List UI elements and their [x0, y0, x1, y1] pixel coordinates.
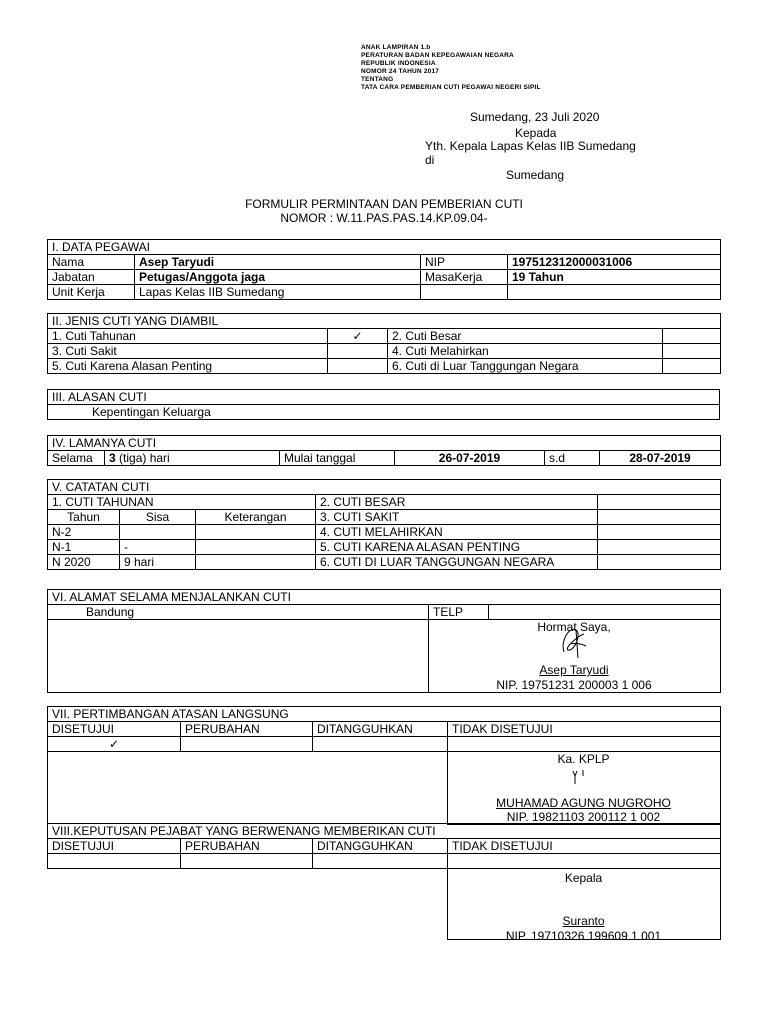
nip-label: NIP — [421, 255, 508, 270]
supervisor-paraph — [570, 768, 590, 786]
appendix-line: REPUBLIK INDONESIA — [361, 60, 436, 67]
cuti-tahunan-label: 1. CUTI TAHUNAN — [48, 495, 316, 510]
section-heading: I. DATA PEGAWAI — [48, 240, 721, 255]
mulai-label: Mulai tanggal — [280, 451, 395, 466]
col-ditangguhkan: DITANGGUHKAN — [313, 839, 448, 854]
note-right-4: 5. CUTI KARENA ALASAN PENTING — [316, 540, 598, 555]
note-right-5: 6. CUTI DI LUAR TANGGUNGAN NEGARA — [316, 555, 598, 570]
leave-type-6: 6. Cuti di Luar Tanggungan Negara — [388, 359, 663, 374]
appendix-line: NOMOR 24 TAHUN 2017 — [361, 68, 440, 75]
section-heading: V. CATATAN CUTI — [48, 480, 721, 495]
col-tidak-disetujui: TIDAK DISETUJUI — [448, 722, 721, 737]
section-heading: IV. LAMANYA CUTI — [48, 436, 721, 451]
masakerja-label: MasaKerja — [421, 270, 508, 285]
sisa-cell: - — [120, 540, 196, 555]
approved-check: ✓ — [48, 737, 181, 752]
appendix-line: TATA CARA PEMBERIAN CUTI PEGAWAI NEGERI SIPIL — [361, 84, 541, 91]
tahun-cell: N 2020 — [48, 555, 120, 570]
name-value: Asep Taryudi — [135, 255, 421, 270]
jabatan-label: Jabatan — [48, 270, 135, 285]
nip-value: 197512312000031006 — [508, 255, 721, 270]
col-sisa: Sisa — [120, 510, 196, 525]
leave-type-5-check — [328, 359, 388, 374]
head-name: Suranto — [562, 914, 605, 928]
leave-type-2-check — [663, 329, 721, 344]
section-alasan-cuti — [47, 389, 720, 420]
letter-to: Kepada — [515, 126, 557, 140]
leave-type-4: 4. Cuti Melahirkan — [388, 344, 663, 359]
supervisor-title: Ka. KPLP — [557, 752, 610, 766]
head-nip: NIP. 19710326 199609 1 001 — [505, 929, 662, 943]
sd-label: s.d — [545, 451, 600, 466]
note-right-2: 3. CUTI SAKIT — [316, 510, 598, 525]
leave-type-1-check: ✓ — [328, 329, 388, 344]
ket-cell — [196, 525, 316, 540]
col-keterangan: Keterangan — [196, 510, 316, 525]
leave-type-6-check — [663, 359, 721, 374]
ket-cell — [196, 540, 316, 555]
appendix-header — [361, 44, 541, 92]
col-tidak-disetujui: TIDAK DISETUJUI — [448, 839, 721, 854]
form-number: NOMOR : W.11.PAS.PAS.14.KP.09.04- — [280, 211, 488, 225]
applicant-name: Asep Taryudi — [539, 663, 609, 677]
leave-type-5: 5. Cuti Karena Alasan Penting — [48, 359, 328, 374]
leave-type-3: 3. Cuti Sakit — [48, 344, 328, 359]
section-heading: VII. PERTIMBANGAN ATASAN LANGSUNG — [48, 707, 721, 722]
leave-type-4-check — [663, 344, 721, 359]
address-value: Bandung — [48, 605, 429, 620]
applicant-nip: NIP. 19751231 200003 1 006 — [496, 678, 652, 692]
reason-value: Kepentingan Keluarga — [48, 405, 720, 420]
start-date: 26-07-2019 — [395, 451, 545, 466]
col-perubahan: PERUBAHAN — [181, 722, 313, 737]
section-heading: II. JENIS CUTI YANG DIAMBIL — [48, 314, 721, 329]
section-lamanya-cuti — [47, 435, 721, 466]
section-heading: VIII.KEPUTUSAN PEJABAT YANG BERWENANG MEMBERIKAN CUTI — [48, 824, 721, 839]
applicant-signature — [556, 622, 592, 662]
leave-type-1: 1. Cuti Tahunan — [48, 329, 328, 344]
sisa-cell: 9 hari — [120, 555, 196, 570]
form-title: FORMULIR PERMINTAAN DAN PEMBERIAN CUTI — [245, 197, 523, 211]
letter-di: di — [425, 153, 435, 167]
unit-label: Unit Kerja — [48, 285, 135, 300]
supervisor-nip: NIP. 19821103 200112 1 002 — [506, 810, 661, 824]
note-right-1: 2. CUTI BESAR — [316, 495, 598, 510]
section-heading: VI. ALAMAT SELAMA MENJALANKAN CUTI — [48, 590, 721, 605]
col-ditangguhkan: DITANGGUHKAN — [313, 722, 448, 737]
letter-recipient: Yth. Kepala Lapas Kelas IIB Sumedang — [425, 139, 636, 153]
selama-value — [105, 451, 280, 466]
section-catatan-cuti — [47, 479, 721, 570]
appendix-line: TENTANG — [361, 76, 394, 83]
letter-city: Sumedang — [506, 168, 565, 182]
tahun-cell: N-2 — [48, 525, 120, 540]
masakerja-value: 19 Tahun — [508, 270, 721, 285]
letter-date: Sumedang, 23 Juli 2020 — [470, 110, 600, 124]
tahun-cell: N-1 — [48, 540, 120, 555]
telp-label: TELP — [429, 605, 489, 620]
head-title: Kepala — [564, 871, 603, 885]
ket-cell — [196, 555, 316, 570]
leave-type-2: 2. Cuti Besar — [388, 329, 663, 344]
section-heading: III. ALASAN CUTI — [48, 390, 720, 405]
col-disetujui: DISETUJUI — [48, 722, 181, 737]
section-data-pegawai — [47, 239, 721, 300]
sisa-cell — [120, 525, 196, 540]
col-perubahan: PERUBAHAN — [181, 839, 313, 854]
name-label: Nama — [48, 255, 135, 270]
selama-number: 3 — [109, 451, 116, 465]
selama-unit: (tiga) hari — [115, 451, 170, 465]
supervisor-name: MUHAMAD AGUNG NUGROHO — [496, 796, 671, 810]
jabatan-value: Petugas/Anggota jaga — [135, 270, 421, 285]
selama-label: Selama — [48, 451, 105, 466]
col-disetujui: DISETUJUI — [48, 839, 181, 854]
section-jenis-cuti — [47, 313, 721, 374]
leave-type-3-check — [328, 344, 388, 359]
unit-value: Lapas Kelas IIB Sumedang — [135, 285, 421, 300]
col-tahun: Tahun — [48, 510, 120, 525]
closing-text: Hormat Saya, — [537, 620, 611, 634]
appendix-line: PERATURAN BADAN KEPEGAWAIAN NEGARA — [361, 52, 514, 59]
note-right-3: 4. CUTI MELAHIRKAN — [316, 525, 598, 540]
appendix-line: ANAK LAMPIRAN 1.b — [361, 44, 431, 51]
end-date: 28-07-2019 — [600, 451, 721, 466]
